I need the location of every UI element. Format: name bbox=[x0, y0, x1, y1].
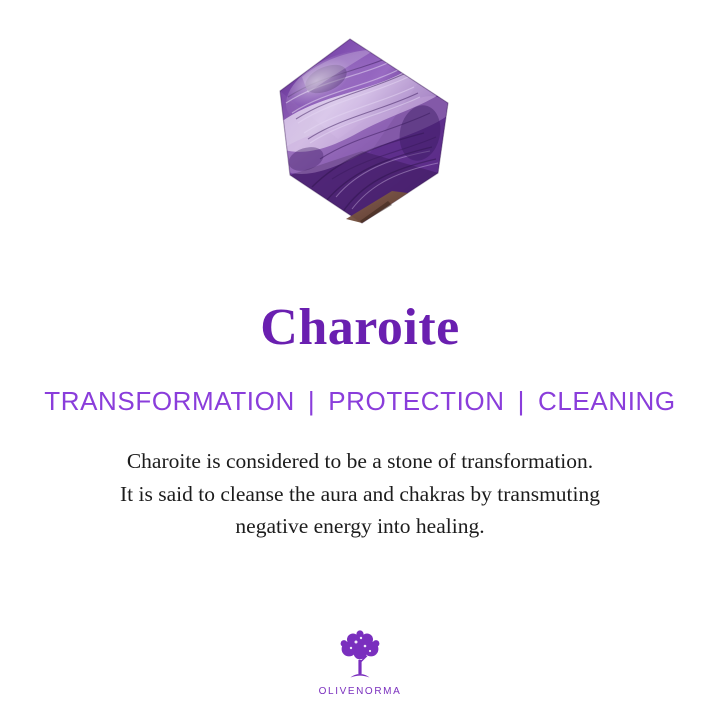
description-text bbox=[30, 445, 690, 543]
brand-name: OLIVENORMA bbox=[318, 686, 402, 697]
keyword-separator-2: | bbox=[517, 386, 525, 416]
brand-logo bbox=[0, 630, 720, 697]
keyword-separator-1: | bbox=[307, 386, 316, 416]
keyword-protection: PROTECTION bbox=[328, 386, 505, 416]
description-line-2: It is said to cleanse the aura and chakras by transmuting bbox=[119, 481, 600, 506]
keyword-transformation: TRANSFORMATION bbox=[44, 386, 295, 416]
keyword-list bbox=[44, 386, 675, 417]
page-title: Charoite bbox=[260, 299, 460, 356]
stone-image-area bbox=[0, 0, 720, 262]
tree-of-life-icon bbox=[332, 630, 388, 682]
description-line-3: negative energy into healing. bbox=[235, 514, 485, 539]
charoite-stone-image bbox=[242, 33, 482, 225]
description-line-1: Charoite is considered to be a stone of transformation. bbox=[126, 449, 594, 473]
keyword-cleaning: CLEANING bbox=[538, 386, 676, 416]
stone-image-wrapper bbox=[242, 33, 492, 233]
